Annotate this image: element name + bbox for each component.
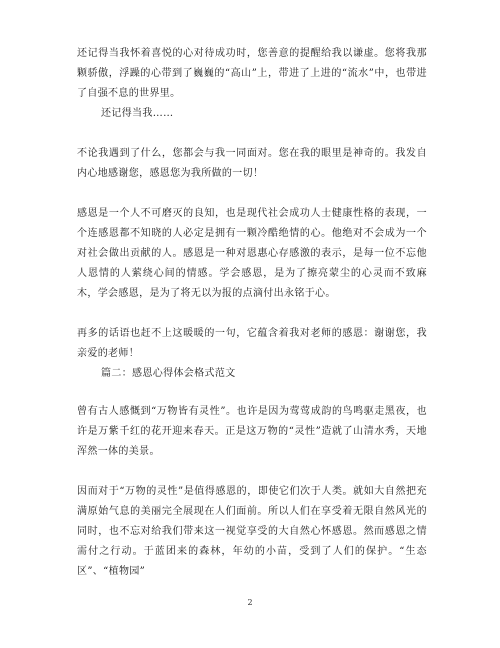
paragraph-gratitude: 不论我遇到了什么，您都会与我一同面对。您在我的眼里是神奇的。我发自内心地感谢您，感恩您为我所做的一切！ xyxy=(77,148,427,179)
paragraph-gratitude-to-nature: 因而对于“万物的灵性”是值得感恩的，即使它们次于人类。就如大自然把充满原始气息的美丽完全展现在人们面前。所以人们在享受着无限自然风光的同时，也不忘对给我们带来这一视觉享受的大自然心怀感恩。然而感恩之情需付之行动。于蓝团来的森林，年幼的小苗，受到了人们的保护。“生态区”、“植物园” xyxy=(77,486,427,577)
section-heading: 篇二：感恩心得体会格式范文 xyxy=(101,368,236,379)
paragraph-gratitude-definition: 感恩是一个人不可磨灭的良知，也是现代社会成功人士健康性格的表现，一个连感恩都不知晓的人必定是拥有一颗冷酷绝情的心。他绝对不会成为一个对社会做出贡献的人。感恩是一种对恩惠心存感激的表示，是每一位不忘他人恩情的人萦绕心间的情感。学会感恩，是为了擦亮蒙尘的心灵而不致麻木，学会感恩，是为了将无以为报的点滴付出永铭于心。 xyxy=(77,208,427,299)
paragraph-recall-continuation: 还记得当我…… xyxy=(101,108,174,119)
page-number: 2 xyxy=(247,598,253,607)
paragraph-spirituality-of-all-things: 曾有古人感慨到“万物皆有灵性”。也许是因为莺莺成韵的鸟鸣驱走黑夜，也许是万紫千红的花开迎来春天。正是这万物的“灵性”造就了山清水秀，天地浑然一体的美景。 xyxy=(77,406,427,457)
paragraph-recall-success: 还记得当我怀着喜悦的心对待成功时，您善意的提醒给我以谦虚。您将我那颗骄傲，浮躁的心带到了巍巍的“高山”上，带进了上进的“流水”中，也带进了自强不息的世界里。 xyxy=(77,48,427,99)
paragraph-thank-teacher: 再多的话语也赶不上这暖暖的一句，它蕴含着我对老师的感恩：谢谢您，我亲爱的老师！ xyxy=(77,328,427,359)
document-body xyxy=(77,44,427,582)
